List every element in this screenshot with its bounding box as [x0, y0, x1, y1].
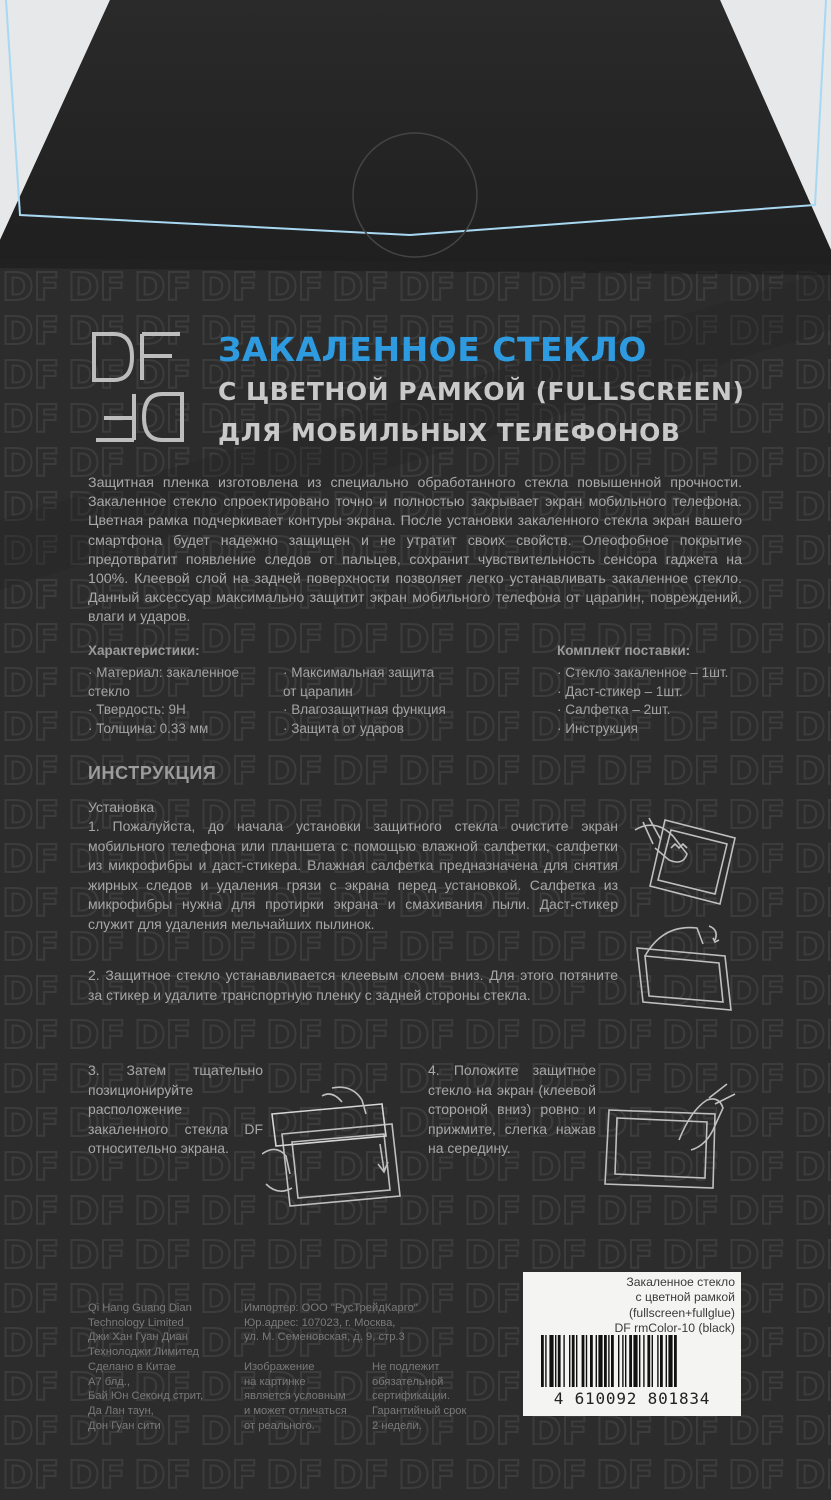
sticker-line: с цветной рамкой: [635, 1290, 735, 1305]
spec-line: · Максимальная защита: [283, 665, 435, 680]
spec-line: от царапин: [283, 683, 353, 699]
manufacturer-line: Qi Hang Guang Dian: [88, 1302, 192, 1314]
disclaimer-line: от реального.: [244, 1419, 315, 1432]
importer-info: [244, 1301, 418, 1345]
kit-item: · Даст-стикер – 1шт.: [557, 683, 683, 699]
spec-line: · Толщина: 0.33 мм: [88, 720, 209, 736]
importer-line: ул. М. Семеновская, д. 9, стр.3: [244, 1331, 405, 1344]
certification-line: 2 недели.: [372, 1419, 422, 1432]
barcode-icon: [541, 1335, 723, 1387]
manufacturer-line: Бай Юн Секонд стрит,: [88, 1390, 204, 1403]
barcode-sticker: [523, 1272, 741, 1416]
sticker-line: (fullscreen+fullglue): [628, 1305, 735, 1320]
disclaimer-line: и может отличаться: [244, 1405, 347, 1418]
product-description: Защитная пленка изготовлена из специально обработанного стекла повышенной прочности. Закаленное стекло спроектировано точно и полностью закрывает экран мобильного телефона. Цветная рамка подчеркивает контуры экрана. После установки закаленного стекла экран вашего смартфона будет надежно защищен и не утратит своих свойств. Олеофобное покрытие предотвратит появление следов от пальцев, сохранит чувствительность сенсора гаджета на 100%. Клеевой слой на задней поверхности позволяет легко устанавливать закаленное стекло. Данный аксессуар максимально защитит экран мобильного телефона от царапин, повреждений, влаги и ударов.: [88, 475, 742, 626]
image-disclaimer: [244, 1360, 347, 1434]
title-line-1: ЗАКАЛЕННОЕ СТЕКЛО: [218, 330, 647, 369]
sticker-line: DF rmColor-10 (black): [614, 1321, 735, 1336]
title-line-3: ДЛЯ МОБИЛЬНЫХ ТЕЛЕФОНОВ: [218, 418, 681, 447]
manufacturer-line: Дон Гуан сити: [88, 1419, 161, 1432]
specs-column-1: [88, 664, 239, 738]
manufacturer-line: Сделано в Китае: [88, 1360, 176, 1373]
certification-line: Гарантийный срок: [372, 1405, 467, 1418]
kit-heading: Комплект поставки:: [557, 643, 691, 658]
kit-list: [557, 664, 728, 738]
manufacturer-line: Да Лан таун,: [88, 1404, 154, 1417]
df-logo-icon: [88, 328, 188, 446]
spec-line: стекло: [88, 683, 130, 699]
wipe-phone-icon: [625, 808, 750, 908]
spec-line: · Материал: закаленное: [88, 665, 240, 680]
manufacturer-info: [88, 1301, 203, 1433]
certification-line: Не подлежит: [372, 1361, 440, 1373]
certification-info: [372, 1360, 466, 1434]
press-glass-icon: [595, 1080, 750, 1195]
disclaimer-line: Изображение: [244, 1361, 315, 1373]
instruction-step-2: 2. Защитное стекло устанавливается клеевым слоем вниз. Для этого потяните за стикер и удалите транспортную пленку с задней стороны стекла.: [88, 967, 618, 1003]
instructions-subheading: Установка: [88, 799, 155, 815]
instruction-step-3: 3. Затем тщательно позиционируйте расположение закаленного стекла DF относительно экрана.: [88, 1062, 263, 1157]
sticker-line: Закаленное стекло: [626, 1275, 735, 1289]
spec-line: · Влагозащитная функция: [283, 702, 446, 718]
kit-item: · Инструкция: [557, 720, 638, 736]
specs-column-2: [283, 664, 446, 738]
disclaimer-line: является условным: [244, 1390, 346, 1403]
instructions-heading: ИНСТРУКЦИЯ: [88, 763, 217, 783]
certification-line: сертификации.: [372, 1390, 450, 1403]
manufacturer-line: Технолоджи Лимитед: [88, 1346, 199, 1359]
disclaimer-line: на картинке: [244, 1375, 306, 1388]
kit-item: · Салфетка – 2шт.: [557, 702, 671, 718]
sticker-text: [614, 1275, 735, 1337]
barcode-number: 4 610092 801834: [553, 1389, 711, 1408]
importer-line: Юр.адрес: 107023, г. Москва,: [244, 1316, 396, 1329]
manufacturer-line: Technology Limited: [88, 1316, 184, 1329]
manufacturer-line: А7 блд.,: [88, 1375, 130, 1388]
instruction-step-1: 1. Пожалуйста, до начала установки защитного стекла очистите экран мобильного телефона или планшета с помощью влажной салфетки, салфетки из микрофибры и даст-стикера. Влажная салфетка предназначена для снятия жирных следов и удаления грязи с экрана перед установкой. Салфетка из микрофибры нужна для протирки экрана и смахивания пыли. Даст-стикер служит для удаления мельчайших пылинок.: [88, 818, 618, 932]
spec-line: · Твердость: 9H: [88, 702, 186, 718]
specs-heading: Характеристики:: [88, 643, 200, 658]
instruction-step-4: 4. Положите защитное стекло на экран (клеевой стороной вниз) ровно и прижмите, слегка нажав на середину.: [428, 1062, 596, 1157]
kit-item: · Стекло закаленное – 1шт.: [557, 665, 729, 680]
importer-line: Импортер: ООО "РусТрейдКарго": [244, 1302, 418, 1314]
certification-line: обязательной: [372, 1375, 444, 1388]
align-glass-icon: [262, 1084, 412, 1210]
spec-line: · Защита от ударов: [283, 720, 404, 736]
peel-film-icon: [625, 918, 750, 1018]
title-line-2: С ЦВЕТНОЙ РАМКОЙ (FULLSCREEN): [218, 377, 745, 406]
manufacturer-line: Джи Хан Гуан Диан: [88, 1331, 188, 1344]
